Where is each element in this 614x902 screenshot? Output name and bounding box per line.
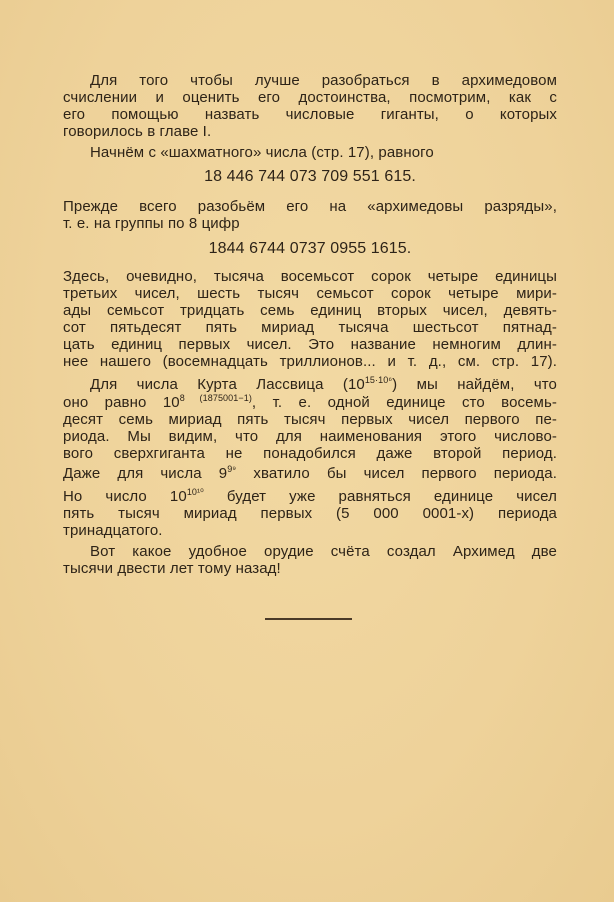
text-line: третьих чисел, шесть тысяч семьсот сорок четыре мири-: [63, 285, 557, 302]
text-line: Прежде всего разобьём его на «архимедовы разряды»,: [63, 198, 557, 215]
superscript: 15·10⁶: [364, 375, 393, 385]
text: Но число 10: [63, 488, 187, 505]
text: оно равно 10: [63, 394, 180, 411]
text-line: нее нашего (восемнадцать триллионов... и т. д., см. стр. 17).: [63, 353, 557, 370]
text-line: счислении и оценить его достоинства, посмотрим, как с: [63, 89, 557, 106]
text-line: сот пятьдесят пять мириад тысяча шестьсот пятнад-: [63, 319, 557, 336]
text-line: говорилось в главе I.: [63, 123, 212, 140]
number-display: 1844 6744 0737 0955 1615.: [208, 240, 412, 257]
text: будет уже равняться единице чисел: [203, 488, 557, 505]
number-display: 18 446 744 073 709 551 615.: [204, 168, 416, 185]
text-line: вого сверхгиганта не понадобился даже второй период.: [63, 445, 557, 462]
text-line: [63, 488, 557, 505]
superscript: 10¹⁰: [186, 487, 204, 497]
superscript: 8 (1875001−1): [179, 393, 252, 403]
text-line: Для того чтобы лучше разобраться в архимедовом: [90, 72, 557, 89]
text-line: [63, 465, 557, 482]
text: Для числа Курта Лассвица (10: [90, 376, 365, 393]
text-line: ады семьсот тридцать семь единиц вторых чисел, девять-: [63, 302, 557, 319]
text-line: цать единиц первых чисел. Это название немногим длин-: [63, 336, 557, 353]
text-line: риода. Мы видим, что для наименования этого числово-: [63, 428, 557, 445]
text-line: его помощью назвать числовые гиганты, о которых: [63, 106, 557, 123]
text: ) мы найдём, что: [392, 376, 557, 393]
text-line: Вот какое удобное орудие счёта создал Архимед две: [90, 543, 557, 560]
text-line: десят семь мириад пять тысяч первых чисел первого пе-: [63, 411, 557, 428]
text-line: тринадцатого.: [63, 522, 163, 539]
text: Даже для числа 9: [63, 465, 228, 482]
text-line: [63, 394, 557, 411]
text-line: Начнём с «шахматного» числа (стр. 17), равного: [90, 144, 434, 161]
text-line: [90, 376, 557, 393]
text-line: т. е. на группы по 8 цифр: [63, 215, 240, 232]
text-line: пять тысяч мириад первых (5 000 0001-х) периода: [63, 505, 557, 522]
section-divider: [265, 618, 352, 620]
superscript: 9⁹: [227, 464, 237, 474]
text-line: Здесь, очевидно, тысяча восемьсот сорок четыре единицы: [63, 268, 557, 285]
text: , т. е. одной единице сто восемь-: [251, 394, 557, 411]
text: хватило бы чисел первого периода.: [236, 465, 557, 482]
text-line: тысячи двести лет тому назад!: [63, 560, 281, 577]
